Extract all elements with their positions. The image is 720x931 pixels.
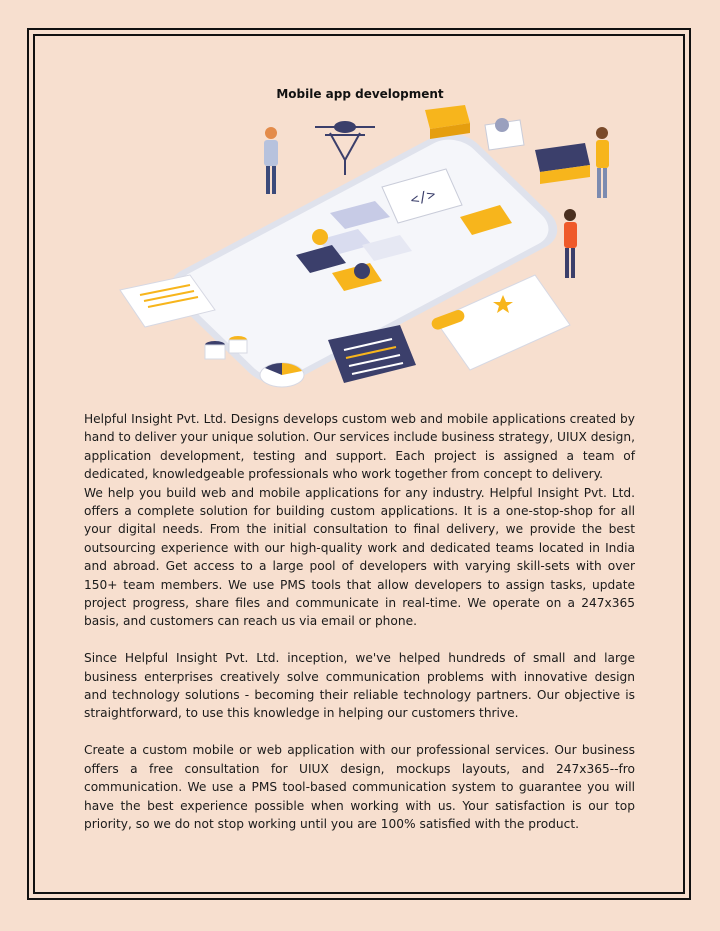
person-right — [596, 127, 609, 198]
body-text — [84, 410, 635, 833]
floating-box-gears — [485, 118, 524, 150]
paragraph-inception: Since Helpful Insight Pvt. Ltd. inception, we've helped hundreds of small and large business enterprises creatively solve communication problems with innovative design and technology solutions - becoming their reliable technology partners. Our objective is straightforward, to use this knowledge in helping our customers thrive. — [84, 651, 635, 721]
code-tag-text: </> — [408, 186, 438, 209]
page-title: Mobile app development — [276, 87, 444, 101]
mobile-app-illustration — [100, 105, 620, 395]
person-left — [264, 127, 278, 194]
floating-box-navy — [535, 143, 590, 184]
floating-box-yellow — [425, 105, 470, 139]
lightbulb-icon — [312, 229, 328, 245]
paragraph-intro: Helpful Insight Pvt. Ltd. Designs develops custom web and mobile applications created by hand to deliver your unique solution. Our services include business strategy, UIUX design, application development, testing and support. Each project is assigned a team of dedicated, knowledgeable professionals who work together from concept to delivery. — [84, 412, 635, 482]
paragraph-custom-app: Create a custom mobile or web application with our professional services. Our business offers a free consultation for UIUX design, mockups layouts, and 247x365--fro communication. We use a PMS tool-based communication system to guarantee you will have the best experience possible when working with us. Your satisfaction is our top priority, so we do not stop working until you are 100% satisfied with the product. — [84, 743, 635, 831]
drone-icon — [315, 122, 375, 175]
paragraph-services: We help you build web and mobile applications for any industry. Helpful Insight Pvt. Ltd. offers a complete solution for building custom applications. It is a one-stop-shop for all your digital needs. From the initial consultation to final delivery, we provide the best outsourcing experience with our high-quality work and dedicated teams located in India and abroad. Get access to a large pool of developers with varying skill-sets with over 150+ team members. We use PMS tools that allow developers to assign tasks, update project progress, share files and communicate in real-time. We operate on a 247x365 basis, and customers can reach us via email or phone. — [84, 485, 635, 629]
person-front — [564, 209, 577, 278]
gear-icon — [354, 263, 370, 279]
pie-chart-icon — [260, 363, 304, 387]
